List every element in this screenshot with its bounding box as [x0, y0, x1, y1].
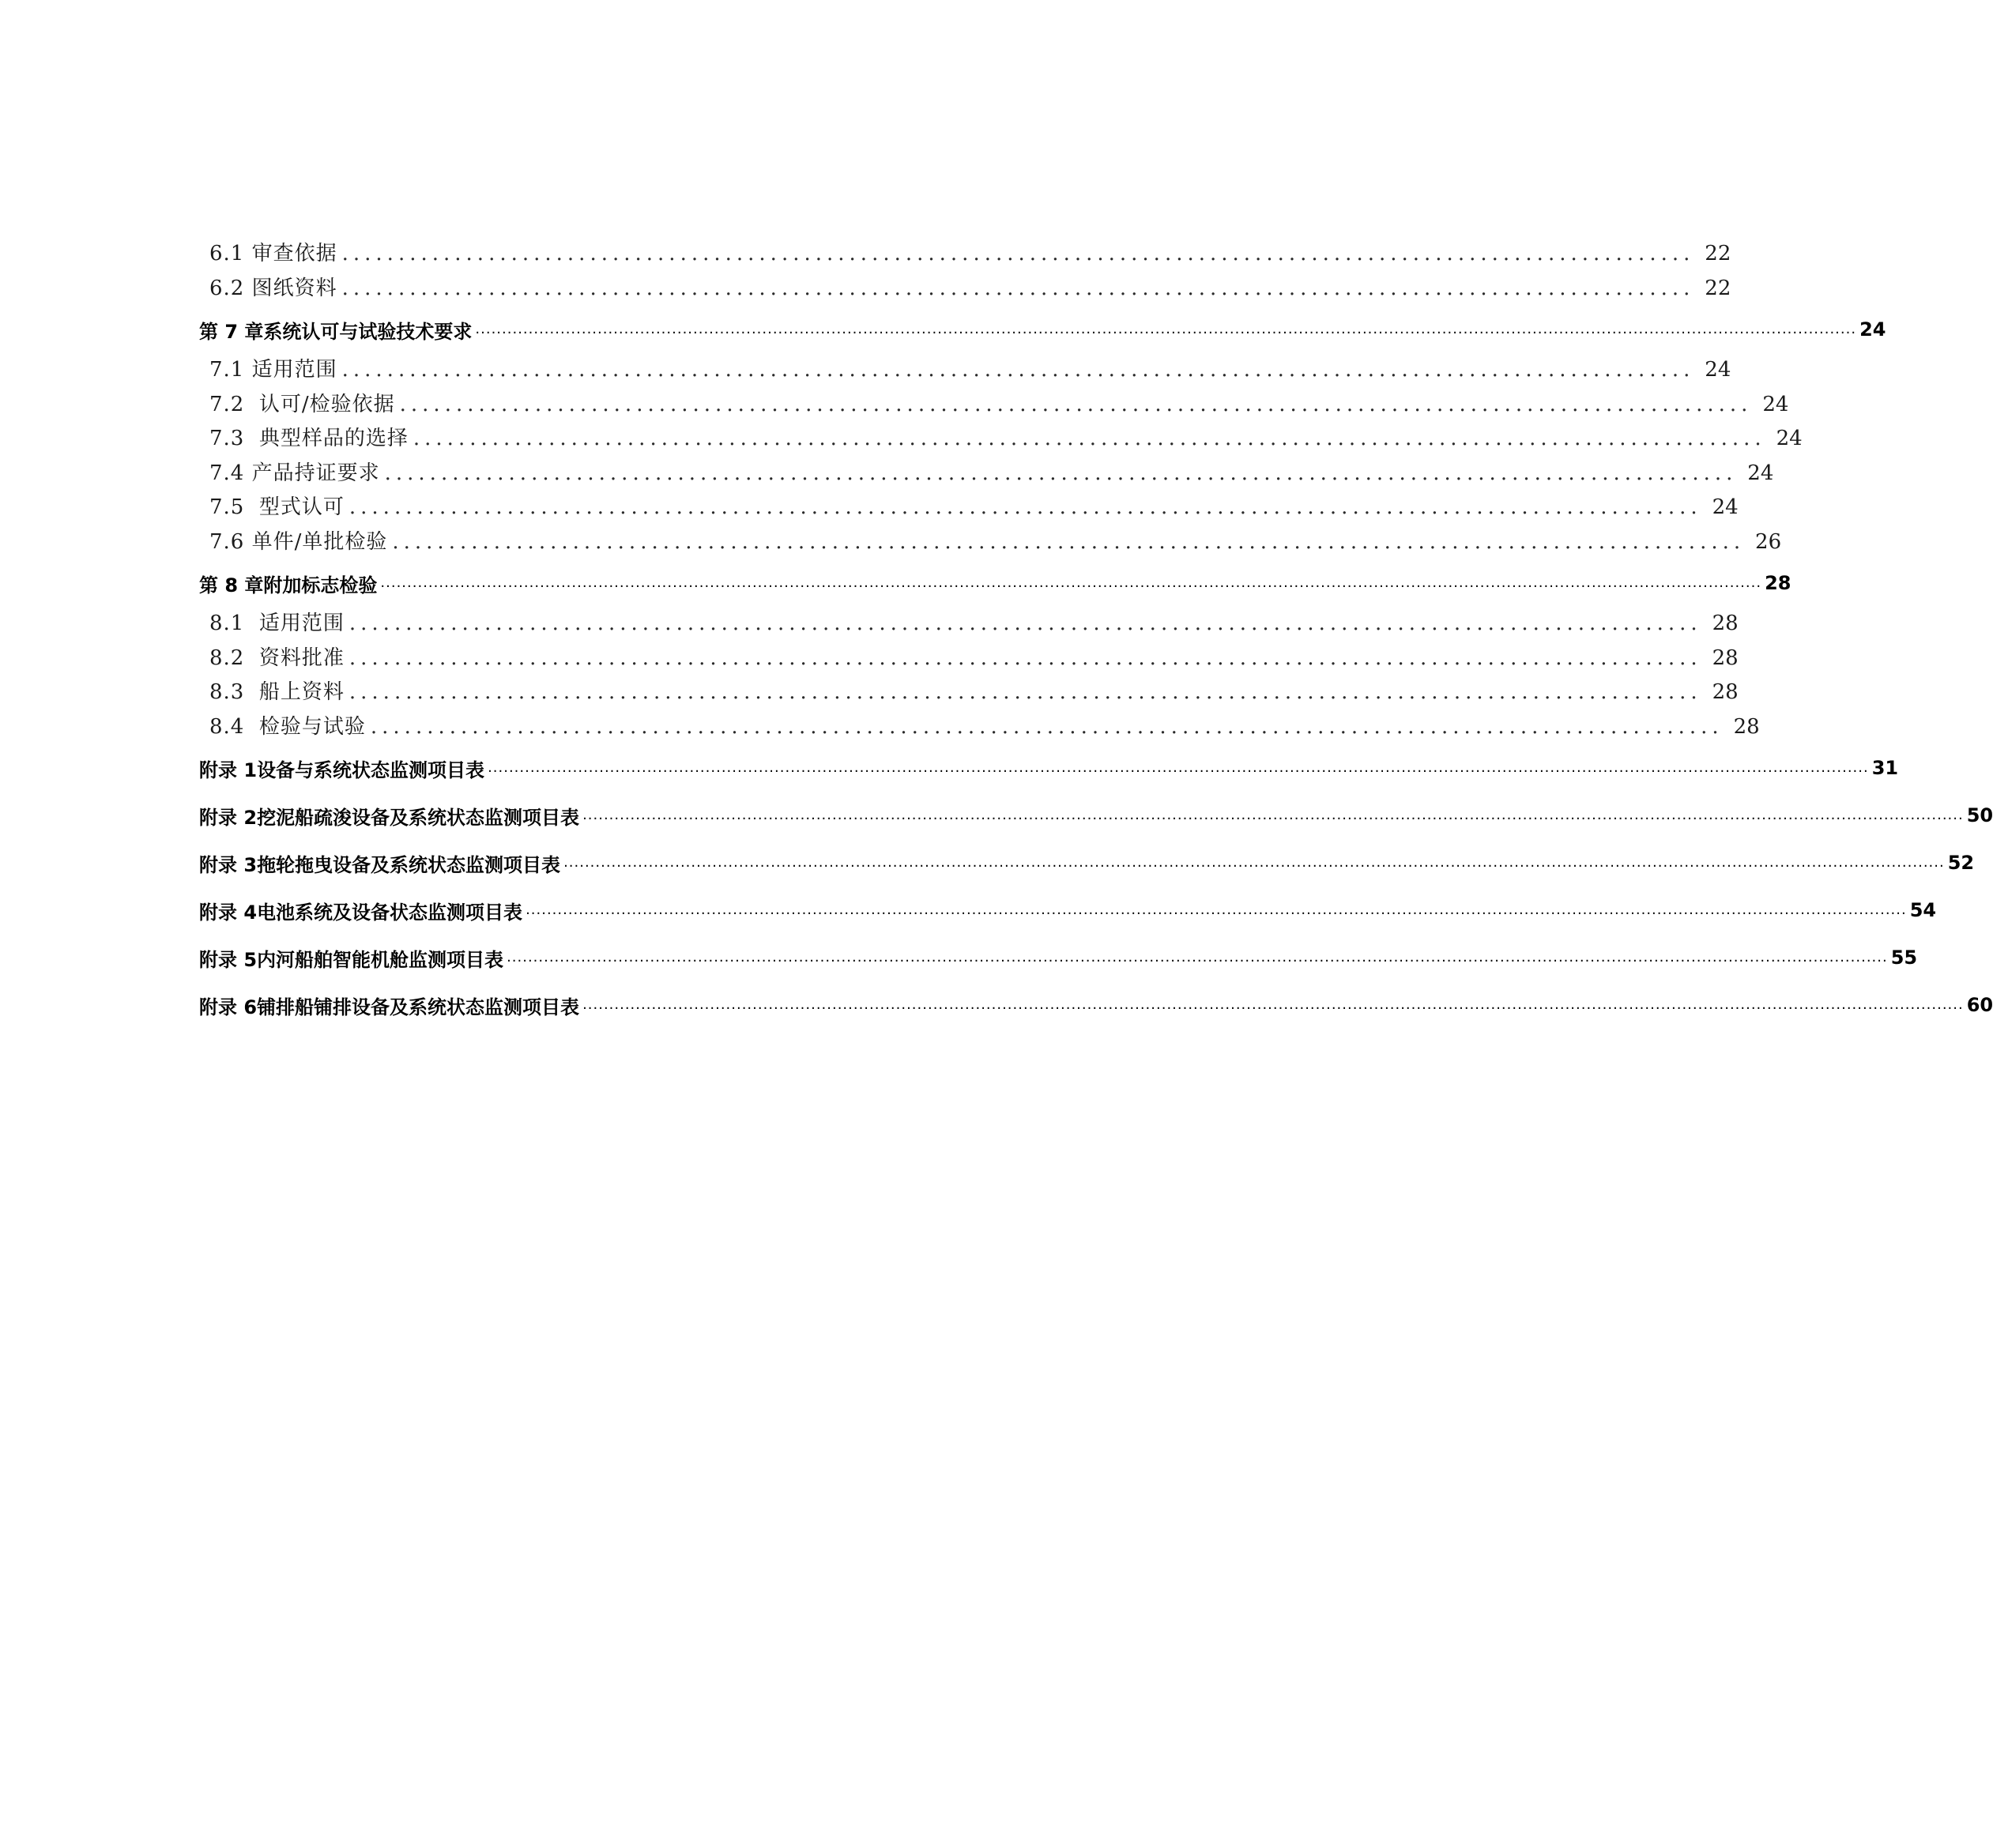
- appendix-number: 附录 3: [199, 853, 258, 876]
- dot-leader: ........................................................................................................................: [348, 645, 1702, 670]
- toc-appendix-1[interactable]: [199, 744, 1899, 792]
- toc-entry-page: 28: [1733, 714, 1760, 739]
- toc-entry-label: 7.3 典型样品的选择: [209, 427, 409, 450]
- toc-appendix-2[interactable]: [199, 792, 1993, 839]
- toc-entry-page: 24: [1705, 358, 1731, 382]
- toc-entry-page: 28: [1712, 645, 1739, 670]
- appendix-number: 附录 6: [199, 996, 258, 1018]
- chapter-number: 第 8 章: [199, 574, 264, 597]
- dot-leader: ....................................................................................................................................................................................................................................................................: [488, 759, 1869, 776]
- toc-entry-page: 50: [1966, 804, 1993, 826]
- toc-entry-label: 7.2 认可/检验依据: [209, 392, 395, 416]
- dot-leader: ....................................................................................................................................................................................................................................................................: [380, 574, 1762, 591]
- toc-entry-label: 8.3 船上资料: [209, 680, 345, 704]
- toc-entry-8-3[interactable]: [199, 676, 1739, 710]
- dot-leader: ....................................................................................................................................................................................................................................................................: [507, 949, 1888, 965]
- dot-leader: ........................................................................................................................: [392, 529, 1746, 554]
- appendix-number: 附录 4: [199, 901, 258, 924]
- dot-leader: ....................................................................................................................................................................................................................................................................: [563, 854, 1945, 871]
- toc-appendix-6[interactable]: [199, 981, 1993, 1029]
- appendix-title: 拖轮拖曳设备及系统状态监测项目表: [257, 853, 561, 876]
- toc-entry-6-1[interactable]: [199, 237, 1731, 272]
- toc-entry-label: 7.1 适用范围: [209, 358, 337, 382]
- toc-entry-page: 24: [1859, 318, 1886, 341]
- toc-entry-label: 6.1 审查依据: [209, 242, 337, 265]
- toc-entry-8-4[interactable]: [199, 710, 1760, 745]
- appendix-title: 铺排船铺排设备及系统状态监测项目表: [257, 996, 580, 1018]
- toc-entry-page: 28: [1712, 680, 1739, 704]
- toc-entry-page: 26: [1755, 529, 1782, 554]
- dot-leader: ........................................................................................................................: [384, 461, 1738, 485]
- appendix-number: 附录 5: [199, 948, 258, 971]
- dot-leader: ....................................................................................................................................................................................................................................................................: [475, 321, 1857, 337]
- table-of-contents: [199, 237, 1993, 1029]
- toc-entry-page: 60: [1966, 994, 1993, 1016]
- toc-entry-page: 52: [1947, 852, 1975, 874]
- toc-entry-8-1[interactable]: [199, 607, 1739, 642]
- toc-entry-page: 24: [1762, 392, 1789, 416]
- toc-entry-page: 24: [1712, 495, 1739, 519]
- toc-entry-page: 28: [1712, 612, 1739, 635]
- appendix-number: 附录 2: [199, 806, 258, 829]
- chapter-title: 系统认可与试验技术要求: [263, 320, 473, 343]
- toc-appendix-3[interactable]: [199, 839, 1975, 886]
- toc-entry-page: 22: [1705, 242, 1731, 265]
- appendix-title: 内河船舶智能机舱监测项目表: [257, 948, 504, 971]
- toc-entry-page: 54: [1909, 899, 1937, 921]
- dot-leader: ........................................................................................................................: [341, 242, 1695, 265]
- appendix-number: 附录 1: [199, 758, 258, 781]
- toc-entry-label: 7.4 产品持证要求: [209, 461, 380, 485]
- dot-leader: ....................................................................................................................................................................................................................................................................: [582, 996, 1964, 1013]
- toc-entry-7-4[interactable]: [199, 457, 1774, 491]
- toc-entry-label: 8.4 检验与试验: [209, 714, 366, 739]
- toc-entry-7-6[interactable]: [199, 525, 1782, 560]
- toc-entry-page: 31: [1871, 757, 1899, 779]
- dot-leader: ........................................................................................................................: [348, 680, 1702, 704]
- toc-chapter-7[interactable]: [199, 306, 1886, 353]
- toc-entry-page: 28: [1765, 572, 1791, 594]
- dot-leader: ....................................................................................................................................................................................................................................................................: [582, 807, 1964, 823]
- toc-entry-page: 22: [1705, 276, 1731, 300]
- appendix-title: 挖泥船疏浚设备及系统状态监测项目表: [257, 806, 580, 829]
- toc-entry-7-5[interactable]: [199, 491, 1739, 525]
- toc-appendix-4[interactable]: [199, 886, 1937, 934]
- toc-appendix-5[interactable]: [199, 934, 1918, 981]
- toc-entry-page: 24: [1747, 461, 1774, 485]
- dot-leader: ........................................................................................................................: [341, 276, 1695, 300]
- dot-leader: ........................................................................................................................: [413, 427, 1766, 450]
- appendix-title: 电池系统及设备状态监测项目表: [257, 901, 523, 924]
- toc-entry-7-3[interactable]: [199, 422, 1803, 457]
- toc-entry-page: 24: [1776, 427, 1803, 450]
- toc-entry-label: 7.6 单件/单批检验: [209, 529, 388, 554]
- toc-entry-label: 6.2 图纸资料: [209, 276, 337, 300]
- dot-leader: ........................................................................................................................: [370, 714, 1724, 739]
- chapter-number: 第 7 章: [199, 320, 264, 343]
- toc-entry-label: 7.5 型式认可: [209, 495, 345, 519]
- chapter-title: 附加标志检验: [263, 574, 378, 597]
- toc-entry-7-1[interactable]: [199, 353, 1731, 388]
- toc-chapter-8[interactable]: [199, 559, 1791, 607]
- toc-entry-8-2[interactable]: [199, 642, 1739, 676]
- dot-leader: ........................................................................................................................: [348, 612, 1702, 635]
- toc-entry-label: 8.2 资料批准: [209, 645, 345, 670]
- toc-entry-label: 8.1 适用范围: [209, 612, 345, 635]
- dot-leader: ........................................................................................................................: [348, 495, 1702, 519]
- toc-entry-7-2[interactable]: [199, 388, 1789, 423]
- toc-entry-6-2[interactable]: [199, 272, 1731, 307]
- dot-leader: ........................................................................................................................: [399, 392, 1753, 416]
- appendix-title: 设备与系统状态监测项目表: [257, 758, 485, 781]
- dot-leader: ........................................................................................................................: [341, 358, 1695, 382]
- dot-leader: ....................................................................................................................................................................................................................................................................: [526, 901, 1907, 918]
- toc-entry-page: 55: [1890, 947, 1918, 969]
